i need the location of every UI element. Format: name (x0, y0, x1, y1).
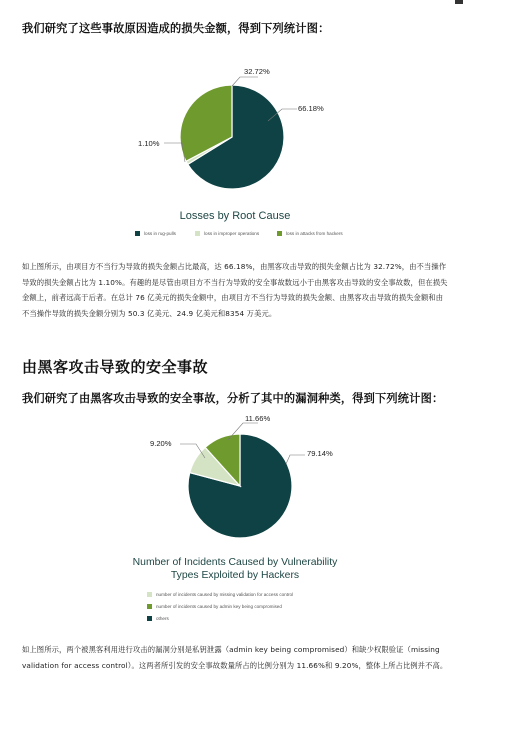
legend-swatch (135, 231, 140, 236)
legend-label: number of incidents caused by admin key being compromised (156, 604, 282, 609)
legend-label: others (156, 616, 169, 621)
paragraph-1-line: 如上图所示，由项目方不当行为导致的损失金额占比最高，达 66.18%，由黑客攻击导致的损失金额占比为 32.72%，由不当操作 (22, 262, 447, 271)
legend-swatch (147, 616, 152, 621)
chart1-legend-item-improper (195, 231, 259, 236)
legend-label: loss in attacks from hackers (286, 231, 343, 236)
pie-leader-line (286, 455, 305, 464)
pie1-label-hackers: 32.72% (244, 67, 270, 76)
chart2-legend-item-adminkey (147, 604, 282, 609)
paragraph-1-line: 不当操作导致的损失金额分别为 50.3 亿美元、24.9 亿美元和8354 万美元。 (22, 308, 277, 318)
chart1-legend-item-rugpulls (135, 231, 176, 236)
legend-swatch (277, 231, 282, 236)
chart2-title-line: Number of Incidents Caused by Vulnerability (132, 557, 338, 568)
pie1-label-rugpulls: 66.18% (298, 104, 324, 113)
chart2-title-line: Types Exploited by Hackers (170, 570, 300, 581)
paragraph-1-line: 导致的损失金额占比为 1.10%。有趣的是尽管由项目方不当行为导致的安全事故数远小于由黑客攻击导致的安全事故数，但在损失 (22, 277, 448, 287)
pie2-label-others: 79.14% (307, 449, 333, 458)
pie2-label-accesscontrol: 9.20% (150, 439, 172, 448)
legend-label: loss in rug-pulls (144, 231, 176, 236)
legend-label: number of incidents caused by missing validation for access control (156, 592, 294, 597)
chart2-legend-item-others (147, 616, 169, 621)
section-2-title: 由黑客攻击导致的安全事故 (22, 358, 209, 376)
intro-text-1: 我们研究了这些事故原因造成的损失金额，得到下列统计图： (22, 22, 330, 35)
chart2-legend-item-accesscontrol (147, 592, 293, 597)
pie1-label-improper: 1.10% (138, 139, 160, 148)
paragraph-1-line: 金额上，前者远高于后者。在总计 76 亿美元的损失金额中，由项目方不当行为导致的损失金额、由黑客攻击导致的损失金额和由 (22, 293, 444, 302)
chart1-title: Losses by Root Cause (179, 210, 291, 222)
chart1-legend-item-hackers (277, 231, 343, 236)
chart2-title (100, 556, 370, 582)
legend-swatch (147, 604, 152, 609)
pie-chart-vulnerabilities (0, 0, 1, 1)
paragraph-2-line: 如上图所示，两个被黑客利用进行攻击的漏洞分别是私钥泄露（admin key being compromised）和缺少权限验证（missing (22, 645, 440, 654)
top-rule (0, 0, 509, 4)
legend-swatch (147, 592, 152, 597)
legend-label: loss in improper operations (204, 231, 260, 236)
paragraph-2-line: validation for access control）。这两者所引发的安全事故数量所占的比例分别为 11.66%和 9.20%，整体上所占比例并不高。 (22, 660, 448, 670)
pie2-label-adminkey: 11.66% (245, 414, 271, 423)
intro-text-2: 我们研究了由黑客攻击导致的安全事故，分析了其中的漏洞种类，得到下列统计图： (22, 392, 444, 405)
paragraph-1 (22, 259, 487, 321)
legend-swatch (195, 231, 200, 236)
paragraph-2 (22, 642, 487, 673)
